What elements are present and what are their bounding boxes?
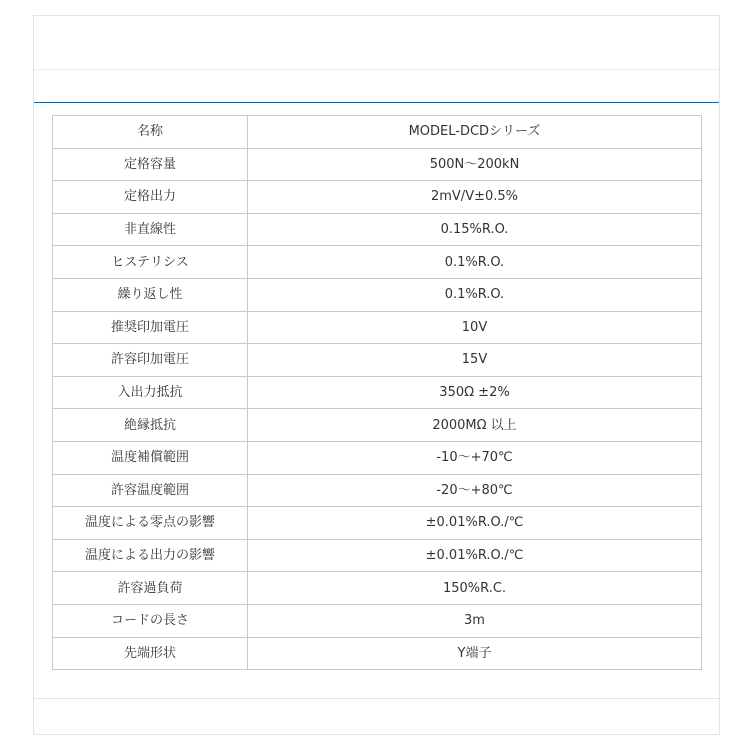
table-row	[53, 604, 702, 637]
spec-label: 繰り返し性	[53, 278, 248, 311]
spec-value: 2000MΩ 以上	[248, 409, 702, 442]
spec-value: 0.1%R.O.	[248, 246, 702, 279]
table-row	[53, 148, 702, 181]
spec-label: 先端形状	[53, 637, 248, 670]
table-row	[53, 376, 702, 409]
spec-label: 温度による出力の影響	[53, 539, 248, 572]
spec-value: 350Ω ±2%	[248, 376, 702, 409]
panel-subheader	[34, 69, 719, 103]
spec-value: MODEL-DCDシリーズ	[248, 116, 702, 149]
spec-label: 絶縁抵抗	[53, 409, 248, 442]
table-row	[53, 572, 702, 605]
spec-value: 0.1%R.O.	[248, 278, 702, 311]
spec-value: 150%R.C.	[248, 572, 702, 605]
spec-value: 15V	[248, 344, 702, 377]
spec-label: 定格出力	[53, 181, 248, 214]
spec-label: 許容印加電圧	[53, 344, 248, 377]
spec-value: 500N～200kN	[248, 148, 702, 181]
spec-label: 許容温度範囲	[53, 474, 248, 507]
spec-label: 推奨印加電圧	[53, 311, 248, 344]
spec-label: ヒステリシス	[53, 246, 248, 279]
table-row	[53, 539, 702, 572]
table-row	[53, 441, 702, 474]
table-row	[53, 278, 702, 311]
spec-value: ±0.01%R.O./℃	[248, 507, 702, 540]
table-row	[53, 116, 702, 149]
spec-value: ±0.01%R.O./℃	[248, 539, 702, 572]
table-row	[53, 344, 702, 377]
table-row	[53, 181, 702, 214]
spec-label: コードの長さ	[53, 604, 248, 637]
divider	[33, 698, 720, 699]
table-row	[53, 507, 702, 540]
spec-value: 2mV/V±0.5%	[248, 181, 702, 214]
spec-value: Y端子	[248, 637, 702, 670]
panel-header	[34, 16, 719, 70]
spec-label: 定格容量	[53, 148, 248, 181]
spec-label: 温度による零点の影響	[53, 507, 248, 540]
spec-label: 許容過負荷	[53, 572, 248, 605]
spec-label: 入出力抵抗	[53, 376, 248, 409]
spec-label: 非直線性	[53, 213, 248, 246]
table-row	[53, 311, 702, 344]
table-row	[53, 474, 702, 507]
table-row	[53, 409, 702, 442]
spec-value: 0.15%R.O.	[248, 213, 702, 246]
spec-table	[52, 115, 702, 670]
spec-label: 名称	[53, 116, 248, 149]
table-row	[53, 213, 702, 246]
spec-value: 3m	[248, 604, 702, 637]
spec-value: 10V	[248, 311, 702, 344]
table-row	[53, 637, 702, 670]
spec-label: 温度補償範囲	[53, 441, 248, 474]
table-row	[53, 246, 702, 279]
spec-value: -10～+70℃	[248, 441, 702, 474]
spec-value: -20～+80℃	[248, 474, 702, 507]
